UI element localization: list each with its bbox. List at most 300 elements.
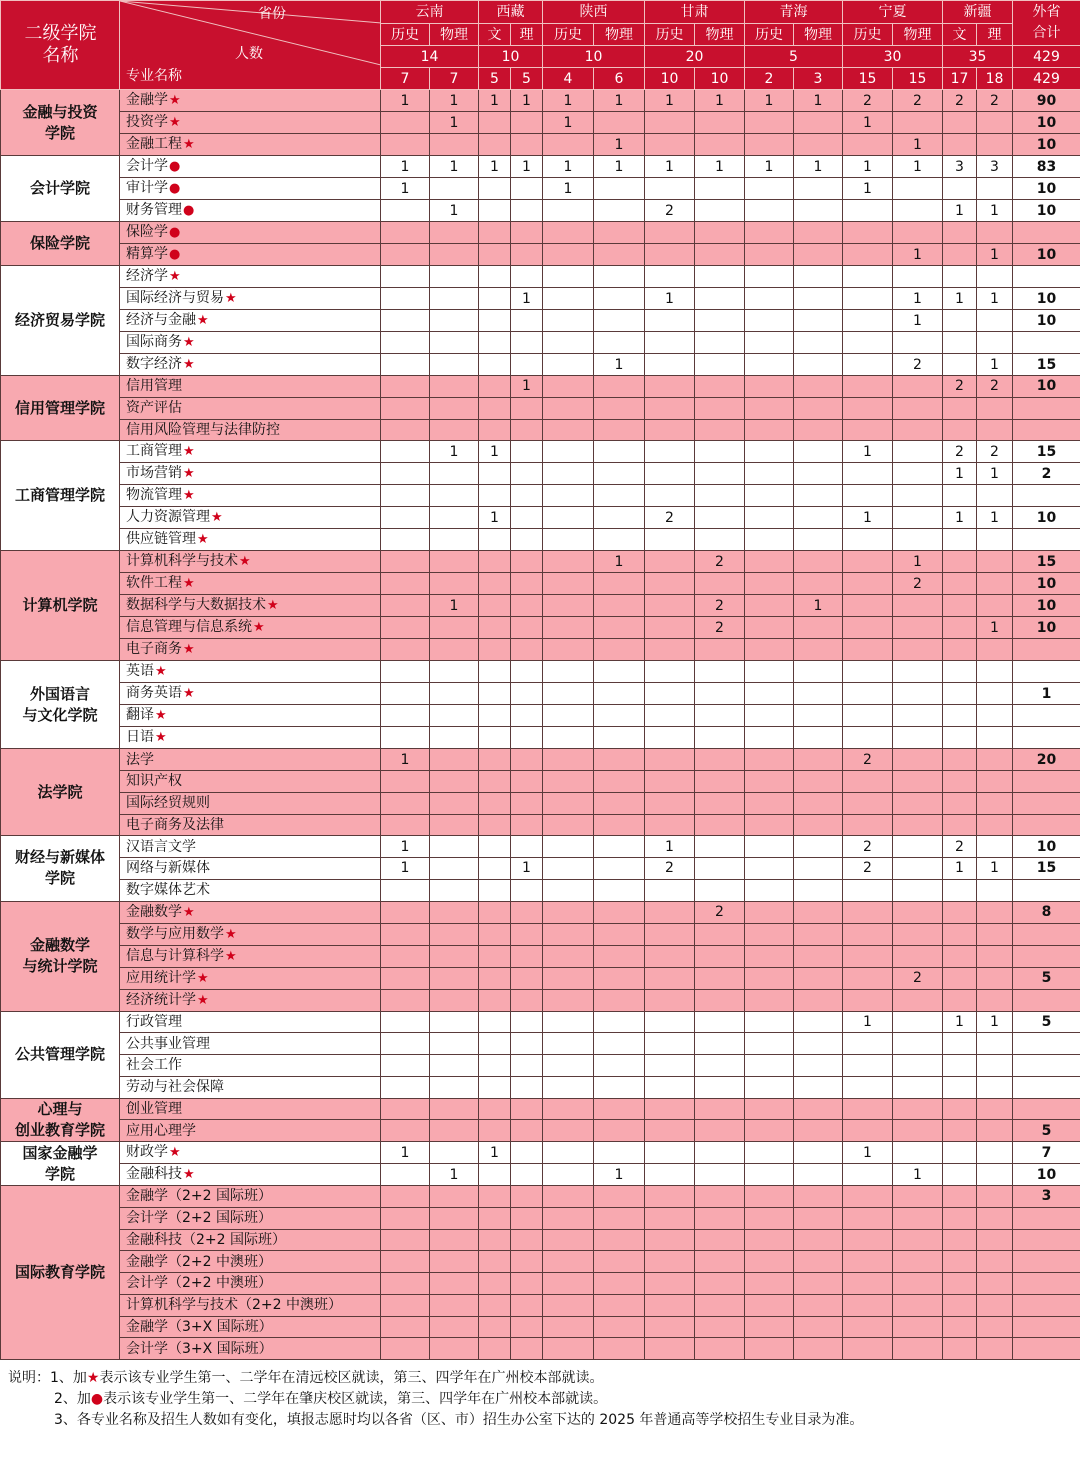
quota-cell — [479, 967, 511, 989]
quota-cell: 2 — [695, 901, 745, 923]
quota-cell — [893, 112, 943, 134]
quota-cell — [745, 1316, 794, 1338]
quota-cell — [745, 441, 794, 463]
quota-cell — [745, 595, 794, 617]
quota-cell — [695, 1316, 745, 1338]
quota-cell — [843, 573, 893, 595]
quota-cell — [594, 266, 645, 288]
quota-cell — [594, 441, 645, 463]
table-row — [1, 419, 1080, 441]
quota-cell — [893, 901, 943, 923]
quota-cell — [543, 1316, 594, 1338]
quota-cell — [695, 419, 745, 441]
quota-cell — [645, 134, 695, 156]
college-name: 金融数学 与统计学院 — [1, 901, 120, 1011]
track-2-0: 历史 — [543, 24, 594, 46]
quota-cell — [695, 945, 745, 967]
quota-cell — [843, 332, 893, 354]
quota-cell — [511, 617, 543, 639]
quota-cell — [745, 419, 794, 441]
quota-cell — [479, 463, 511, 485]
quota-cell — [943, 266, 977, 288]
quota-cell — [893, 1207, 943, 1229]
quota-cell — [893, 485, 943, 507]
table-row — [1, 814, 1080, 836]
quota-cell — [893, 836, 943, 858]
quota-cell — [511, 1033, 543, 1055]
quota-cell — [794, 1164, 843, 1186]
quota-cell — [511, 1251, 543, 1273]
quota-cell — [430, 485, 479, 507]
quota-cell — [893, 1076, 943, 1098]
quota-cell: 1 — [594, 354, 645, 376]
track-total-4-1: 3 — [794, 68, 843, 90]
quota-cell — [479, 858, 511, 880]
quota-cell — [479, 1294, 511, 1316]
quota-cell — [430, 1207, 479, 1229]
quota-cell — [479, 749, 511, 771]
quota-cell — [479, 1273, 511, 1295]
quota-cell — [594, 836, 645, 858]
college-name: 会计学院 — [1, 156, 120, 222]
quota-cell — [511, 771, 543, 793]
quota-cell: 1 — [381, 1142, 430, 1164]
quota-cell — [430, 1120, 479, 1142]
quota-cell — [381, 727, 430, 749]
quota-cell — [695, 858, 745, 880]
quota-cell — [381, 397, 430, 419]
quota-cell — [543, 1229, 594, 1251]
quota-cell: 1 — [977, 288, 1013, 310]
quota-cell — [943, 178, 977, 200]
quota-cell — [430, 661, 479, 683]
quota-cell — [843, 1338, 893, 1360]
note-2 — [8, 1389, 863, 1410]
quota-cell — [381, 661, 430, 683]
table-row — [1, 749, 1080, 771]
track-total-0-0: 7 — [381, 68, 430, 90]
star-icon: ★ — [169, 1145, 181, 1160]
quota-cell — [745, 683, 794, 705]
quota-cell — [430, 901, 479, 923]
quota-cell — [745, 749, 794, 771]
quota-cell — [430, 1273, 479, 1295]
row-total: 8 — [1013, 901, 1080, 923]
college-name: 经济贸易学院 — [1, 266, 120, 376]
quota-cell — [645, 397, 695, 419]
quota-cell — [381, 419, 430, 441]
quota-cell: 1 — [594, 134, 645, 156]
quota-cell — [893, 639, 943, 661]
quota-cell — [843, 1055, 893, 1077]
quota-cell — [543, 419, 594, 441]
quota-cell — [794, 288, 843, 310]
quota-cell — [843, 376, 893, 398]
row-total — [1013, 727, 1080, 749]
province-total-5: 30 — [843, 46, 943, 68]
quota-cell — [843, 617, 893, 639]
table-row — [1, 1120, 1080, 1142]
quota-cell — [594, 1229, 645, 1251]
star-icon: ★ — [183, 357, 195, 372]
quota-cell — [977, 595, 1013, 617]
quota-cell: 2 — [843, 836, 893, 858]
table-header — [1, 1, 1080, 90]
track-4-1: 物理 — [794, 24, 843, 46]
row-total: 3 — [1013, 1186, 1080, 1208]
quota-cell — [381, 639, 430, 661]
quota-cell — [430, 1098, 479, 1120]
quota-cell — [479, 310, 511, 332]
quota-cell — [645, 705, 695, 727]
quota-cell — [594, 967, 645, 989]
table-row — [1, 705, 1080, 727]
quota-cell — [977, 112, 1013, 134]
quota-cell — [479, 1251, 511, 1273]
quota-cell — [594, 1316, 645, 1338]
quota-cell — [843, 551, 893, 573]
quota-cell — [843, 1120, 893, 1142]
quota-cell — [794, 771, 843, 793]
track-5-0: 历史 — [843, 24, 893, 46]
quota-cell — [943, 332, 977, 354]
quota-cell — [543, 1251, 594, 1273]
quota-cell — [381, 771, 430, 793]
quota-cell — [977, 310, 1013, 332]
college-name: 保险学院 — [1, 222, 120, 266]
row-total: 2 — [1013, 463, 1080, 485]
quota-cell — [695, 376, 745, 398]
quota-cell — [745, 989, 794, 1011]
dot-icon: ● — [169, 159, 181, 174]
quota-cell: 2 — [943, 836, 977, 858]
province-total-3: 20 — [645, 46, 745, 68]
quota-cell — [893, 1033, 943, 1055]
quota-cell — [794, 485, 843, 507]
quota-cell — [381, 332, 430, 354]
quota-cell — [430, 1186, 479, 1208]
quota-cell — [594, 1120, 645, 1142]
quota-cell — [745, 332, 794, 354]
quota-cell — [645, 332, 695, 354]
quota-cell — [977, 639, 1013, 661]
quota-cell: 1 — [977, 858, 1013, 880]
quota-cell — [943, 879, 977, 901]
quota-cell: 1 — [645, 288, 695, 310]
quota-cell — [645, 814, 695, 836]
quota-cell: 1 — [511, 288, 543, 310]
quota-cell — [594, 1011, 645, 1033]
row-total — [1013, 1033, 1080, 1055]
quota-cell — [430, 354, 479, 376]
quota-cell — [479, 134, 511, 156]
quota-cell: 1 — [843, 507, 893, 529]
quota-cell — [479, 923, 511, 945]
row-total: 83 — [1013, 156, 1080, 178]
college-name: 财经与新媒体 学院 — [1, 836, 120, 901]
corner-title: 二级学院 名称 — [24, 22, 97, 66]
quota-cell: 2 — [977, 376, 1013, 398]
major-name: 翻译★ — [120, 705, 381, 727]
quota-cell — [479, 1186, 511, 1208]
quota-cell — [977, 923, 1013, 945]
row-total — [1013, 222, 1080, 244]
quota-cell — [745, 397, 794, 419]
quota-cell — [381, 485, 430, 507]
row-total — [1013, 639, 1080, 661]
college-name: 公共管理学院 — [1, 1011, 120, 1098]
quota-cell — [543, 836, 594, 858]
quota-cell — [511, 529, 543, 551]
table-row — [1, 1229, 1080, 1251]
quota-cell — [794, 1033, 843, 1055]
quota-cell — [943, 1098, 977, 1120]
quota-cell: 1 — [977, 463, 1013, 485]
quota-cell — [745, 617, 794, 639]
quota-cell — [594, 1098, 645, 1120]
quota-cell — [511, 112, 543, 134]
quota-cell — [479, 419, 511, 441]
quota-cell — [645, 244, 695, 266]
quota-cell: 1 — [381, 749, 430, 771]
quota-cell — [943, 573, 977, 595]
dot-icon: ● — [169, 225, 181, 240]
quota-cell — [479, 112, 511, 134]
quota-cell — [695, 1011, 745, 1033]
quota-cell — [645, 661, 695, 683]
quota-cell — [695, 727, 745, 749]
quota-cell — [430, 419, 479, 441]
quota-cell — [745, 1273, 794, 1295]
quota-cell — [645, 1251, 695, 1273]
major-name: 创业管理 — [120, 1098, 381, 1120]
quota-cell — [977, 814, 1013, 836]
quota-cell — [479, 1055, 511, 1077]
corner-title-cell — [1, 1, 120, 90]
quota-cell — [794, 134, 843, 156]
quota-cell — [695, 244, 745, 266]
major-name: 供应链管理★ — [120, 529, 381, 551]
quota-cell: 1 — [794, 90, 843, 112]
province-total-2: 10 — [543, 46, 645, 68]
quota-cell — [479, 595, 511, 617]
quota-cell — [977, 397, 1013, 419]
quota-cell — [479, 792, 511, 814]
quota-cell — [645, 1164, 695, 1186]
province-0: 云南 — [381, 1, 479, 24]
quota-cell: 1 — [843, 112, 893, 134]
quota-cell — [511, 1338, 543, 1360]
quota-cell: 2 — [645, 858, 695, 880]
quota-cell — [893, 419, 943, 441]
row-total: 10 — [1013, 288, 1080, 310]
quota-cell — [430, 397, 479, 419]
quota-cell — [430, 967, 479, 989]
quota-cell: 1 — [594, 156, 645, 178]
quota-cell — [893, 507, 943, 529]
major-name: 软件工程★ — [120, 573, 381, 595]
table-row — [1, 1251, 1080, 1273]
quota-cell — [794, 683, 843, 705]
quota-cell — [511, 310, 543, 332]
row-total: 5 — [1013, 967, 1080, 989]
quota-cell — [843, 485, 893, 507]
quota-cell: 1 — [843, 441, 893, 463]
quota-cell — [794, 354, 843, 376]
star-icon: ★ — [155, 730, 167, 746]
quota-cell — [381, 1033, 430, 1055]
quota-cell — [594, 1251, 645, 1273]
quota-cell — [745, 1033, 794, 1055]
quota-cell — [943, 617, 977, 639]
quota-cell — [479, 989, 511, 1011]
quota-cell: 1 — [479, 507, 511, 529]
quota-cell — [430, 288, 479, 310]
quota-cell — [543, 1142, 594, 1164]
quota-cell — [381, 923, 430, 945]
quota-cell — [843, 989, 893, 1011]
quota-cell — [511, 222, 543, 244]
quota-cell — [511, 595, 543, 617]
track-total-4-0: 2 — [745, 68, 794, 90]
row-total: 5 — [1013, 1120, 1080, 1142]
quota-cell — [511, 244, 543, 266]
quota-cell — [893, 771, 943, 793]
quota-cell — [594, 244, 645, 266]
major-name: 信用风险管理与法律防控 — [120, 419, 381, 441]
quota-cell — [381, 573, 430, 595]
row-total: 10 — [1013, 244, 1080, 266]
quota-cell — [977, 1294, 1013, 1316]
quota-cell — [843, 419, 893, 441]
quota-cell — [843, 1186, 893, 1208]
quota-cell — [745, 1142, 794, 1164]
quota-cell — [430, 134, 479, 156]
quota-cell — [594, 397, 645, 419]
quota-cell — [511, 200, 543, 222]
quota-cell — [430, 858, 479, 880]
quota-cell — [794, 244, 843, 266]
quota-cell — [943, 595, 977, 617]
table-row — [1, 354, 1080, 376]
quota-cell — [381, 1055, 430, 1077]
quota-cell — [479, 1098, 511, 1120]
row-total: 15 — [1013, 441, 1080, 463]
quota-cell — [381, 200, 430, 222]
major-name: 经济统计学★ — [120, 989, 381, 1011]
quota-cell — [511, 507, 543, 529]
star-icon: ★ — [197, 970, 209, 986]
star-icon: ★ — [183, 1167, 195, 1182]
quota-cell — [745, 1098, 794, 1120]
major-name: 保险学● — [120, 222, 381, 244]
quota-cell — [511, 683, 543, 705]
quota-cell — [381, 879, 430, 901]
quota-cell — [843, 967, 893, 989]
quota-cell — [511, 879, 543, 901]
quota-cell — [594, 879, 645, 901]
quota-cell — [943, 923, 977, 945]
major-name: 金融学（3+X 国际班） — [120, 1316, 381, 1338]
quota-cell — [645, 1338, 695, 1360]
quota-cell: 2 — [977, 90, 1013, 112]
row-total — [1013, 879, 1080, 901]
quota-cell — [843, 1251, 893, 1273]
quota-cell — [695, 485, 745, 507]
star-icon: ★ — [225, 291, 237, 306]
quota-cell — [594, 178, 645, 200]
quota-cell — [943, 814, 977, 836]
quota-cell — [843, 661, 893, 683]
table-row — [1, 1142, 1080, 1164]
quota-cell: 2 — [695, 551, 745, 573]
quota-cell — [794, 1186, 843, 1208]
quota-cell — [594, 1055, 645, 1077]
quota-cell — [543, 397, 594, 419]
table-row — [1, 771, 1080, 793]
quota-cell — [893, 332, 943, 354]
quota-cell — [695, 1098, 745, 1120]
quota-cell — [695, 1076, 745, 1098]
quota-cell — [645, 376, 695, 398]
track-3-1: 物理 — [695, 24, 745, 46]
quota-cell — [893, 749, 943, 771]
quota-cell — [843, 1033, 893, 1055]
table-row — [1, 112, 1080, 134]
quota-cell: 1 — [430, 1164, 479, 1186]
quota-cell — [745, 1338, 794, 1360]
star-icon: ★ — [86, 1370, 100, 1386]
quota-cell — [893, 1055, 943, 1077]
quota-cell — [645, 310, 695, 332]
quota-cell — [479, 1229, 511, 1251]
quota-cell — [511, 1055, 543, 1077]
quota-cell — [977, 989, 1013, 1011]
quota-cell: 1 — [843, 1011, 893, 1033]
college-name: 信用管理学院 — [1, 376, 120, 441]
quota-cell — [977, 1229, 1013, 1251]
quota-cell — [381, 1164, 430, 1186]
quota-cell — [543, 858, 594, 880]
quota-cell — [943, 1207, 977, 1229]
quota-cell — [893, 178, 943, 200]
province-total-0: 14 — [381, 46, 479, 68]
table-row — [1, 463, 1080, 485]
quota-cell — [381, 551, 430, 573]
row-total: 7 — [1013, 1142, 1080, 1164]
quota-cell — [794, 332, 843, 354]
track-total-1-1: 5 — [511, 68, 543, 90]
quota-cell: 1 — [695, 90, 745, 112]
quota-cell — [695, 507, 745, 529]
row-total — [1013, 419, 1080, 441]
quota-cell — [594, 288, 645, 310]
quota-cell — [794, 792, 843, 814]
quota-cell — [381, 266, 430, 288]
quota-cell — [943, 485, 977, 507]
quota-cell — [479, 551, 511, 573]
table-row — [1, 266, 1080, 288]
note-1 — [8, 1368, 863, 1389]
quota-cell — [479, 266, 511, 288]
star-icon: ★ — [155, 708, 167, 724]
quota-cell — [695, 441, 745, 463]
quota-cell — [794, 1076, 843, 1098]
quota-cell — [745, 836, 794, 858]
quota-cell: 1 — [794, 156, 843, 178]
quota-cell — [843, 945, 893, 967]
table-row — [1, 1338, 1080, 1360]
